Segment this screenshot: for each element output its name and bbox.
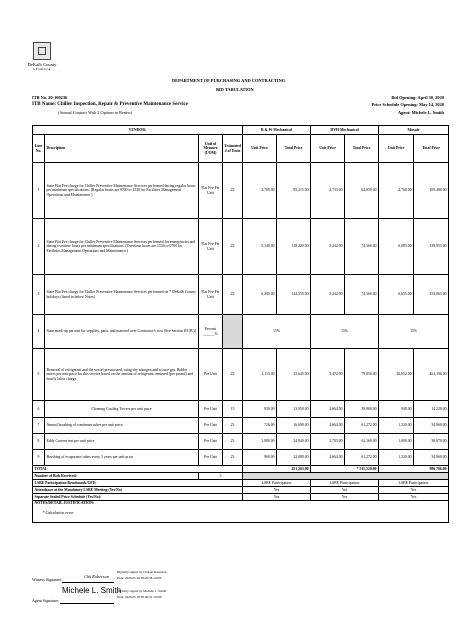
description: Annual brushing of condenser tubes per unit price: [45, 418, 199, 434]
bid-tabulation-table: [32, 125, 449, 523]
table-row: [33, 434, 449, 450]
unit-price: 1,080.00: [243, 434, 277, 450]
sealed-schedule-label: Separate Sealed Price Schedule (Yes/No):: [33, 494, 243, 501]
total-price: 22,080.00: [277, 450, 311, 466]
sealed-schedule-value: Yes: [311, 494, 379, 501]
agent-digital-date: Date: 2020.05.18 08:46:32 -04'00': [117, 595, 163, 599]
line-no: 1: [33, 163, 45, 219]
col-total-price: Total Price: [277, 135, 311, 163]
unit-price: 1,520.00: [379, 418, 414, 434]
line-no: 8: [33, 434, 45, 450]
sealed-schedule-value: Yes: [243, 494, 311, 501]
total-price: 74,566.00: [345, 275, 379, 315]
line-no: 9: [33, 450, 45, 466]
total-price: 34,960.00: [414, 418, 449, 434]
logo-name: DeKalb County: [27, 62, 57, 67]
qty: 23: [223, 349, 243, 401]
qty: 23: [223, 450, 243, 466]
total-label: TOTAL: [33, 466, 243, 473]
unit-price: 2,664.00: [311, 450, 345, 466]
department-title: DEPARTMENT OF PURCHASING AND CONTRACTING: [172, 78, 286, 83]
total-price: 79,856.00: [345, 349, 379, 401]
markup-percent: 15%: [243, 315, 311, 349]
uom: Per Unit: [199, 450, 223, 466]
line-no: 4: [33, 315, 45, 349]
bids-received-label: Number of Bids Received:: [33, 473, 199, 480]
total-price: 13,950.00: [277, 401, 311, 418]
uom: Flat Fee Per Unit: [199, 275, 223, 315]
total-price: 16,698.00: [277, 418, 311, 434]
unit-price: 3,242.00: [311, 275, 345, 315]
document-title: BID TABULATION: [216, 87, 254, 92]
qty: 23: [223, 434, 243, 450]
total-price: 24,840.00: [277, 434, 311, 450]
table-row: [33, 418, 449, 434]
total-price: 25,645.00: [277, 349, 311, 401]
lsbe-benchmark-value: LSBE Participation: [311, 480, 379, 487]
uom: Flat Fee Per Unit: [199, 219, 223, 275]
vendor-2: HVH Mechanical: [311, 126, 379, 135]
table-row: [33, 275, 449, 315]
total-price: 39,960.00: [345, 401, 379, 418]
uom: Flat Fee Per Unit: [199, 163, 223, 219]
description: Removal of refrigerant and the vessel pressurized, using dry nitrogen and a trace gas. Bidder enters per unit price for this service based on the amount of refrigerant removed (per pound) and hourly labor charge.: [45, 349, 199, 401]
total-price: 62,169.00: [345, 434, 379, 450]
total-price: 61,272.00: [345, 418, 379, 434]
lsbe-benchmark-value: LSBE Participation: [379, 480, 449, 487]
line-no: 5: [33, 349, 45, 401]
total-price: 139,955.00: [414, 219, 449, 275]
price-schedule-opening: Price Schedule Opening: May 14, 2020: [371, 102, 444, 107]
attendance-value: Yes: [379, 487, 449, 494]
bids-received-count: 3: [199, 473, 243, 480]
unit-price: 948.00: [379, 401, 414, 418]
qty: [223, 315, 243, 349]
uom: Per Unit: [199, 418, 223, 434]
county-seal-icon: [33, 42, 51, 60]
witness-digital-date: Date: 2020.05.18 08:26:38 -04'00': [117, 576, 163, 580]
witness-digital-note: Digitally signed by Chalsie Roberson: [117, 570, 167, 574]
line-no: 3: [33, 275, 45, 315]
col-unit-price: Unit Price: [311, 135, 345, 163]
markup-percent: 15%: [311, 315, 379, 349]
col-line-no: Line No.: [33, 135, 45, 163]
total-price: 461,196.00: [414, 349, 449, 401]
lsbe-benchmark-value: LSBE Participation: [243, 480, 311, 487]
col-unit-price: Unit Price: [379, 135, 414, 163]
witness-signature-line: [62, 582, 114, 583]
witness-signature: Chk Roberson: [84, 574, 109, 579]
notes-text: * Calculation error: [42, 509, 74, 515]
description: Cleaning Cooling Towers per unit price: [45, 401, 199, 418]
total-price: 62,859.00: [345, 163, 379, 219]
unit-price: 20,052.00: [379, 349, 414, 401]
col-unit-price: Unit Price: [243, 135, 277, 163]
markup-percent: 15%: [379, 315, 449, 349]
line-no: 6: [33, 401, 45, 418]
table-row: [33, 401, 449, 418]
total-price: 61,272.00: [345, 450, 379, 466]
unit-price: 1,520.00: [379, 450, 414, 466]
table-row: [33, 315, 449, 349]
logo-state: GEORGIA: [33, 67, 51, 71]
unit-price: 2,664.00: [311, 418, 345, 434]
agent-signature-label: Agent Signature:: [32, 598, 60, 603]
unit-price: 4,760.00: [379, 163, 414, 219]
vendor-3-total: 986,706.00: [379, 466, 449, 473]
unit-price: 726.00: [243, 418, 277, 434]
contract-note: (Annual Contract With 2 Options to Renew): [58, 110, 133, 115]
itb-name: ITB Name: Chiller Inspection, Repair & Preventive Maintenance Service: [32, 102, 188, 107]
vendor-3: Maxair: [379, 126, 449, 135]
description: State Flat Fee charge for Chiller Preventive Maintenance Services performed during regular hours per minimum specifications. (Regular hours are 0700 to 1530 for Facilities Management Operations and Maintenance.): [45, 163, 199, 219]
witness-signature-label: Witness Signature:: [32, 577, 63, 582]
col-qty: Estimated # of Units: [223, 135, 243, 163]
line-no: 7: [33, 418, 45, 434]
notes-row: [33, 501, 449, 523]
col-description: Description: [45, 135, 199, 163]
table-row: [33, 450, 449, 466]
uom: Per Unit: [199, 401, 223, 418]
unit-price: 2,703.00: [311, 434, 345, 450]
total-price: 85,215.00: [277, 163, 311, 219]
total-price: 153,065.00: [414, 275, 449, 315]
col-total-price: Total Price: [345, 135, 379, 163]
description: Eddy Current test per unit price: [45, 434, 199, 450]
agent-digital-note: Digitally signed by Michele L. Smith: [117, 589, 167, 593]
vendor-1-total: 451,203.00: [243, 466, 311, 473]
bid-opening: Bid Opening: April 30, 2020: [391, 95, 444, 100]
unit-price: 930.00: [243, 401, 277, 418]
sealed-schedule-row: [33, 494, 449, 501]
attendance-row: [33, 487, 449, 494]
unit-price: 3,705.00: [243, 163, 277, 219]
dekalb-logo: [24, 42, 60, 71]
description: State mark-up percent for supplies, parts, and material over Contractor's cost [See Section III (B.)]: [45, 315, 199, 349]
col-uom: Unit of Measure (UOM): [199, 135, 223, 163]
vendor-label: VENDOR:: [33, 126, 243, 135]
lsbe-benchmark-row: [33, 480, 449, 487]
agent-signature-line: [60, 603, 114, 604]
total-price: 109,480.00: [414, 163, 449, 219]
uom: Percent ______%: [199, 315, 223, 349]
unit-price: 2,664.00: [311, 401, 345, 418]
total-price: 144,555.00: [277, 275, 311, 315]
description: State Flat Fee charge for Chiller Preventive Maintenance Services performed on * DeKalb County holidays (listed in below Notes): [45, 275, 199, 315]
table-row: [33, 163, 449, 219]
total-price: 34,960.00: [414, 450, 449, 466]
description: Brushing of evaporator tubes every 3 years per unit price: [45, 450, 199, 466]
unit-price: 3,242.00: [311, 219, 345, 275]
itb-number: ITB No. 20-100236: [32, 95, 68, 100]
qty: 23: [223, 219, 243, 275]
agent-signature: Michele L. Smith: [62, 586, 122, 595]
total-price: 74,566.00: [345, 219, 379, 275]
vendor-2-total: * 515,520.00: [311, 466, 379, 473]
uom: Per Unit: [199, 434, 223, 450]
table-row: [33, 349, 449, 401]
attendance-value: Yes: [311, 487, 379, 494]
agent-name: Agent: Michele L. Smith: [397, 110, 444, 115]
notes-label: NOTES/DETAIL JUSTIFICATION:: [34, 501, 95, 505]
unit-price: 6,285.00: [243, 275, 277, 315]
unit-price: 960.00: [243, 450, 277, 466]
line-no: 2: [33, 219, 45, 275]
unit-price: 6,085.00: [379, 219, 414, 275]
unit-price: 5,140.00: [243, 219, 277, 275]
qty: 23: [223, 163, 243, 219]
total-price: 14,220.00: [414, 401, 449, 418]
description: State Flat Fee charge for Chiller Preventive Maintenance Services performed for emergencies and during overtime hours per minimum specifications. (Overtime hours are 1530 to 0700 for Facilities Management Operations and Maintenance.): [45, 219, 199, 275]
unit-price: 3,472.00: [311, 349, 345, 401]
attendance-value: Yes: [243, 487, 311, 494]
col-total-price: Total Price: [414, 135, 449, 163]
total-price: 38,870.00: [414, 434, 449, 450]
qty: 23: [223, 275, 243, 315]
vendor-1: B & W Mechanical: [243, 126, 311, 135]
bids-received-row: [33, 473, 449, 480]
qty: 23: [223, 418, 243, 434]
qty: 15: [223, 401, 243, 418]
unit-price: 1,115.00: [243, 349, 277, 401]
unit-price: 2,733.00: [311, 163, 345, 219]
lsbe-benchmark-label: LSBE Participation Benchmark/GFE:: [33, 480, 243, 487]
attendance-label: Attendance at the Mandatory LSBE Meeting (Yes/No): [33, 487, 243, 494]
unit-price: 6,655.00: [379, 275, 414, 315]
table-row: [33, 219, 449, 275]
unit-price: 1,690.00: [379, 434, 414, 450]
total-row: [33, 466, 449, 473]
sealed-schedule-value: Yes: [379, 494, 449, 501]
uom: Per Unit: [199, 349, 223, 401]
total-price: 118,220.00: [277, 219, 311, 275]
